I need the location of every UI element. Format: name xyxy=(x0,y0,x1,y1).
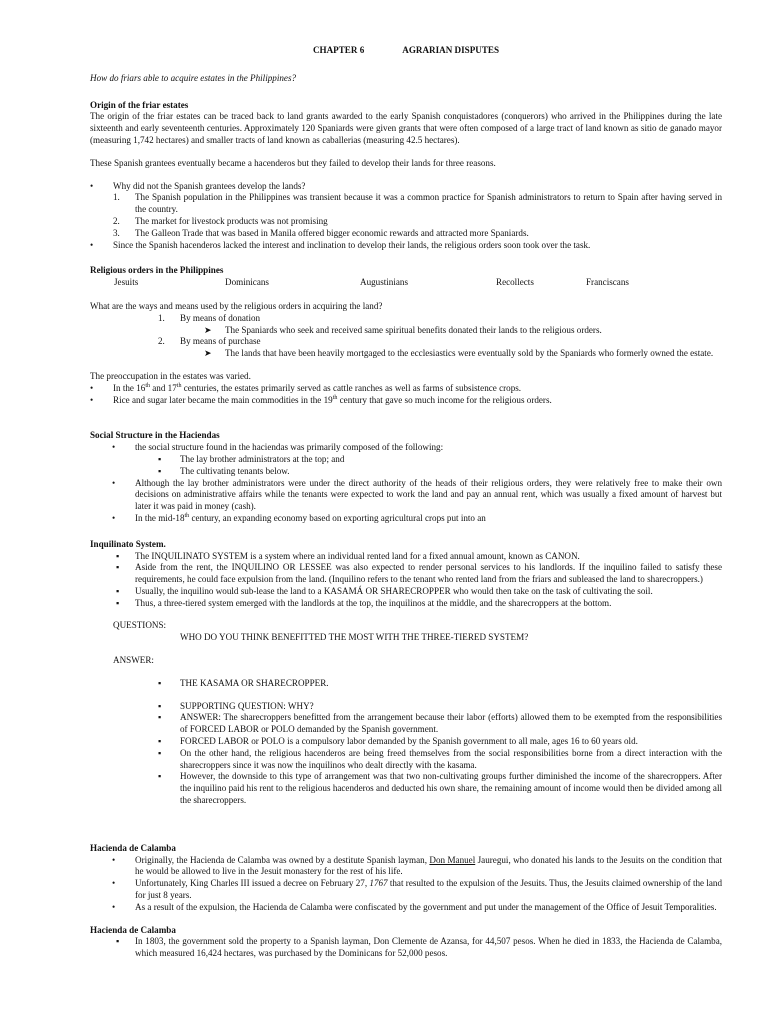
social-list xyxy=(90,442,722,525)
order-recollects: Recollects xyxy=(496,277,534,288)
origin-paragraph-2: These Spanish grantees eventually became a hacenderos but they failed to develop their lands for three reasons. xyxy=(90,157,496,168)
section-heading-calamba-1: Hacienda de Calamba xyxy=(90,842,176,853)
order-dominicans: Dominicans xyxy=(225,277,269,288)
list-item: ➤ The Spaniards who seek and received same spiritual benefits donated their lands to the religious orders. xyxy=(204,324,602,335)
list-item: • Originally, the Hacienda de Calamba was owned by a destitute Spanish layman, Don Manuel Jauregui, who donated his lands to the Jesuits on the condition that he would be allowed to live in the Jesuit monastery for the rest of his life. xyxy=(90,855,722,879)
list-item: • the social structure found in the haciendas was primarily composed of the following: xyxy=(90,442,722,454)
preoccupation-text: The preoccupation in the estates was varied. xyxy=(90,370,251,381)
list-item: ▪ The INQUILINATO SYSTEM is a system where an individual rented land for a fixed annual amount, known as CANON. xyxy=(90,551,722,563)
list-item: • Since the Spanish hacenderos lacked the interest and inclination to develop their lands, the religious orders soon took over the task. xyxy=(90,240,722,252)
list-item: • Why did not the Spanish grantees develop the lands? xyxy=(90,181,722,193)
section-heading-orders: Religious orders in the Philippines xyxy=(90,265,224,276)
main-question: WHO DO YOU THINK BENEFITTED THE MOST WITH THE THREE-TIERED SYSTEM? xyxy=(180,632,529,643)
list-item: ▪ On the other hand, the religious hacenderos are being freed themselves from the social responsibilities borne from a direct interaction with the sharecroppers since it was now the inquilinos who dealt directly with the kasama. xyxy=(90,748,722,772)
ways-list xyxy=(90,313,722,360)
chapter-name: AGRARIAN DISPUTES xyxy=(402,45,500,55)
list-item: ▪ Thus, a three-tiered system emerged with the landlords at the top, the inquilinos at the middle, and the sharecroppers at the bottom. xyxy=(90,598,722,610)
questions-label: QUESTIONS: xyxy=(113,620,167,631)
section-heading-inquilinato: Inquilinato System. xyxy=(90,538,166,549)
order-franciscans: Franciscans xyxy=(586,277,629,288)
list-item: ▪ The lay brother administrators at the top; and xyxy=(90,454,722,466)
list-item: ▪ FORCED LABOR or POLO is a compulsory labor demanded by the Spanish government to all male, ages 16 to 60 years old. xyxy=(90,736,722,748)
orders-row xyxy=(90,277,722,289)
list-item: • In the mid-18th century, an expanding economy based on exporting agricultural crops put into an xyxy=(90,513,722,525)
preoccupation-list xyxy=(90,383,722,407)
answer-list xyxy=(90,678,722,690)
order-jesuits: Jesuits xyxy=(114,277,139,288)
list-item: • In the 16th and 17th centuries, the estates primarily served as cattle ranches as well as farms of subsistence crops. xyxy=(90,383,722,395)
list-item: ▪ The cultivating tenants below. xyxy=(90,466,722,478)
origin-list xyxy=(90,181,722,252)
inquilinato-list xyxy=(90,551,722,610)
list-item: • Although the lay brother administrators were under the direct authority of the heads of their religious orders, they were relatively free to make their own decisions on administrative affairs while the tenants were expected to work the land and pay an annual rent, which was usually a fixed amount of harvest but later it was paid in money (cash). xyxy=(90,478,722,513)
list-item: ➤ The lands that have been heavily mortgaged to the ecclesiastics were eventually sold by the Spaniards who formerly owned the estate. xyxy=(204,348,714,359)
chapter-title xyxy=(90,45,722,57)
list-item: 1. The Spanish population in the Philippines was transient because it was a common practice for Spanish administrators to return to Spain after having served in the country. xyxy=(113,192,722,215)
section-heading-social: Social Structure in the Haciendas xyxy=(90,430,220,441)
order-augustinians: Augustinians xyxy=(360,277,408,288)
list-item: ▪ SUPPORTING QUESTION: WHY? xyxy=(90,701,722,713)
list-item: 2. By means of purchase xyxy=(158,336,261,347)
list-item: ▪ THE KASAMA OR SHARECROPPER. xyxy=(90,678,722,690)
list-item: • As a result of the expulsion, the Hacienda de Calamba were confiscated by the government and put under the management of the Office of Jesuit Temporalities. xyxy=(90,902,722,914)
list-item: • Unfortunately, King Charles III issued a decree on February 27, 1767 that resulted to the expulsion of the Jesuits. Thus, the Jesuits claimed ownership of the land for just 8 years. xyxy=(90,878,722,902)
ways-question: What are the ways and means used by the religious orders in acquiring the land? xyxy=(90,300,383,311)
origin-paragraph-1: The origin of the friar estates can be traced back to land grants awarded to the early Spanish conquistadores (conquerors) who arrived in the Philippines during the late sixteenth and early seventeenth centuries. Approximately 120 Spaniards were given grants that were often composed of a large tract of land known as sitio de ganado mayor (measuring 1,742 hectares) and smaller tracts of land known as caballerias (measuring 42.5 hectares). xyxy=(90,111,722,145)
calamba-list-2 xyxy=(90,936,722,960)
list-item: ▪ ANSWER: The sharecroppers benefitted from the arrangement because their labor (efforts) allowed them to be exempted from the responsibilities of FORCED LABOR or POLO demanded by the Spanish government. xyxy=(90,712,722,736)
list-item: 2. The market for livestock products was not promising xyxy=(113,215,328,226)
chapter-number: CHAPTER 6 xyxy=(312,45,365,55)
answer-label: ANSWER: xyxy=(113,655,154,666)
list-item: ▪ Aside from the rent, the INQUILINO OR LESSEE was also expected to render personal services to his landlords. If the inquilino failed to satisfy these requirements, he could face expulsion from the land. (Inquilino refers to the tenant who rented land from the friars and subleased the land to sharecroppers.) xyxy=(90,562,722,586)
list-item: 3. The Galleon Trade that was based in Manila offered bigger economic rewards and attracted more Spaniards. xyxy=(113,227,529,238)
support-list xyxy=(90,701,722,807)
list-item: 1. By means of donation xyxy=(158,312,261,323)
section-heading-origin: Origin of the friar estates xyxy=(90,99,189,110)
calamba-list-1 xyxy=(90,855,722,914)
list-item: ▪ Usually, the inquilino would sub-lease the land to a KASAMÁ OR SHARECROPPER who would then take on the task of cultivating the soil. xyxy=(90,586,722,598)
guiding-question: How do friars able to acquire estates in the Philippines? xyxy=(90,72,297,83)
list-item: ▪ However, the downside to this type of arrangement was that two non-cultivating groups further diminished the income of the sharecroppers. After the inquilino paid his rent to the religious hacenderos and deducted his own share, the remaining amount of income would then be divided among all the sharecroppers. xyxy=(90,771,722,806)
document-page xyxy=(90,45,722,960)
section-heading-calamba-2: Hacienda de Calamba xyxy=(90,924,176,935)
list-item: ▪ In 1803, the government sold the property to a Spanish layman, Don Clemente de Azansa, for 44,507 pesos. When he died in 1833, the Hacienda de Calamba, which measured 16,424 hectares, was purchased by the Dominicans for 52,000 pesos. xyxy=(90,936,722,960)
list-item: • Rice and sugar later became the main commodities in the 19th century that gave so much income for the religious orders. xyxy=(90,395,722,407)
